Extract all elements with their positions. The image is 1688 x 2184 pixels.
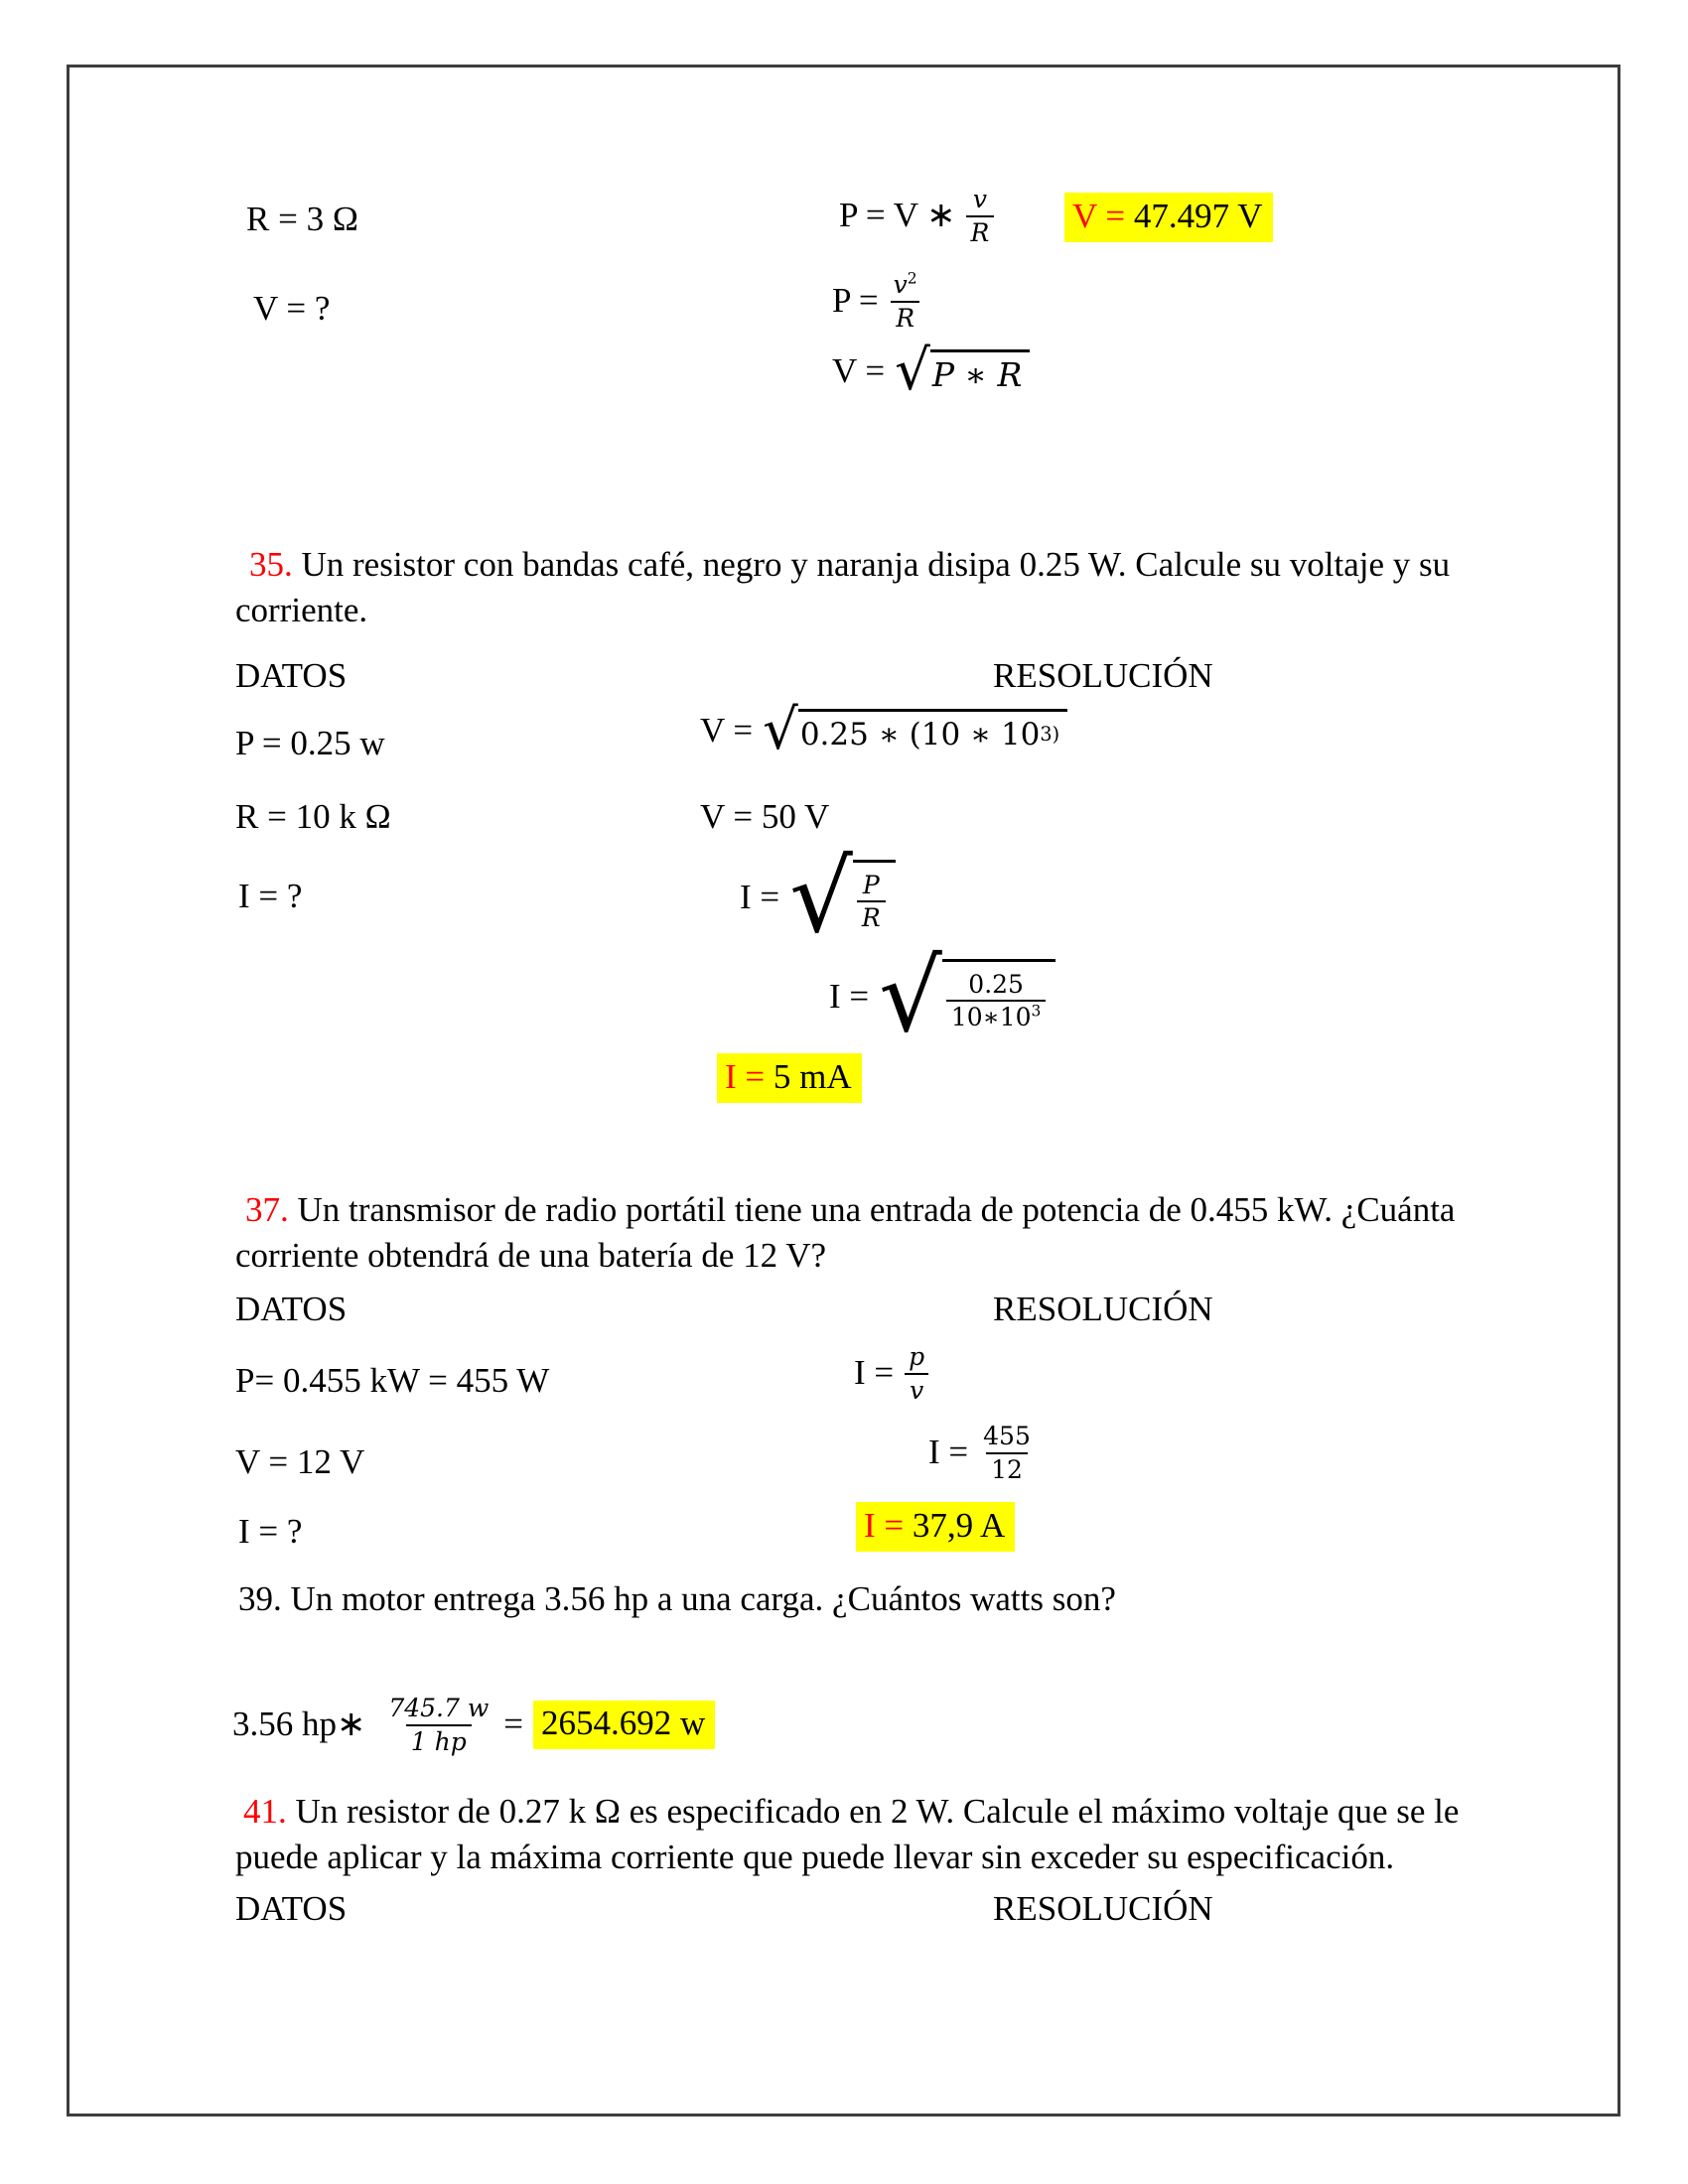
radicand-text: 0.25 ∗ (10 ∗ 10 (799, 717, 1041, 753)
answer-variable: I = (864, 1506, 905, 1545)
fraction-numerator: 0.25 (968, 969, 1024, 999)
square-root (895, 339, 1030, 403)
problem-39-statement (238, 1578, 1116, 1619)
fraction-numerator: 745.7 w (388, 1694, 490, 1722)
p35-answer-highlight (717, 1056, 862, 1097)
fraction-denominator (946, 1000, 1047, 1032)
p37-resolucion-label: RESOLUCIÓN (993, 1290, 1213, 1328)
fraction (978, 1422, 1036, 1484)
radical-sign: √ (789, 839, 853, 955)
fraction (857, 871, 886, 933)
p35-formula-i-sqrt-p-over-r (740, 839, 896, 955)
denominator-text: 10∗10 (950, 1003, 1032, 1031)
fraction-denominator: 12 (986, 1452, 1028, 1485)
formula-lhs: 3.56 hp∗ (232, 1705, 366, 1744)
variable: v (893, 270, 908, 299)
p41-resolucion-label: RESOLUCIÓN (993, 1889, 1213, 1928)
p37-formula-i-p-over-v (854, 1342, 929, 1405)
radicand: P ∗ R (930, 349, 1030, 394)
p35-dato-r: R = 10 k Ω (235, 797, 391, 836)
problem-37-statement (235, 1187, 1455, 1279)
fraction (383, 1694, 493, 1756)
fraction-denominator: v (905, 1373, 928, 1406)
formula-lhs: I = (854, 1353, 895, 1393)
p35-formula-i-sqrt-values (829, 938, 1055, 1054)
fraction-numerator (889, 270, 922, 301)
p35-resolucion-label: RESOLUCIÓN (993, 656, 1213, 695)
p37-dato-v: V = 12 V (235, 1442, 365, 1481)
statement-text: Un motor entrega 3.56 hp a una carga. ¿Cuántos watts son? (281, 1579, 1116, 1618)
radicand: 0.25 ∗ (10 ∗ 10 3) (798, 709, 1067, 753)
p37-answer-highlight (856, 1505, 1015, 1546)
radical-sign: √ (895, 339, 930, 403)
top-dato-v: V = ? (253, 289, 331, 328)
square-root (789, 839, 896, 955)
fraction-denominator: R (966, 215, 995, 248)
answer-value: 47.497 V (1125, 197, 1263, 235)
statement-text: Un resistor con bandas café, negro y naranja disipa 0.25 W. Calcule su voltaje y su (292, 545, 1451, 584)
p41-datos-label: DATOS (235, 1889, 348, 1928)
highlight (856, 1502, 1015, 1552)
radical-sign: √ (879, 938, 942, 1054)
square-root (879, 938, 1055, 1054)
statement-text: Un resistor de 0.27 k Ω es especificado en 2 W. Calcule el máximo voltaje que se le (286, 1792, 1460, 1831)
problem-number: 41. (243, 1792, 287, 1831)
fraction-denominator: 1 hp (406, 1724, 472, 1757)
p35-dato-p: P = 0.25 w (235, 724, 385, 762)
fraction (946, 970, 1047, 1032)
problem-41-statement (235, 1789, 1459, 1880)
fraction-numerator: v (972, 185, 987, 213)
p35-dato-i: I = ? (238, 877, 303, 915)
radicand (942, 959, 1056, 1034)
statement-line-1 (235, 1789, 1459, 1835)
formula-lhs: I = (829, 976, 870, 1016)
statement-line-2: puede aplicar y la máxima corriente que puede llevar sin exceder su especificación. (235, 1838, 1395, 1876)
problem-number: 35. (249, 545, 293, 584)
formula-lhs: V = (700, 711, 754, 751)
formula-v-equals-sqrt-p-times-r (832, 339, 1030, 403)
highlight (717, 1053, 862, 1103)
fraction-numerator: 455 (983, 1422, 1031, 1450)
p35-result-v: V = 50 V (700, 797, 830, 836)
fraction-denominator: R (891, 301, 919, 334)
p39-conversion-formula (232, 1694, 715, 1756)
radicand (853, 860, 896, 935)
answer-variable: I = (725, 1057, 766, 1096)
p37-formula-i-455-over-12 (928, 1422, 1036, 1484)
p37-dato-p: P= 0.455 kW = 455 W (235, 1361, 550, 1400)
p35-formula-v-sqrt (700, 698, 1067, 762)
statement-line-2: corriente obtendrá de una batería de 12 V? (235, 1236, 827, 1275)
p39-answer-highlight: 2654.692 w (533, 1701, 715, 1750)
formula-lhs: I = (740, 877, 780, 916)
formula-lhs: V = (832, 351, 886, 391)
fraction (889, 270, 922, 333)
statement-text: Un transmisor de radio portátil tiene una entrada de potencia de 0.455 kW. ¿Cuánta (288, 1190, 1456, 1229)
formula-lhs: P = (832, 281, 879, 321)
radical-sign: √ (763, 698, 798, 762)
fraction-numerator: P (862, 870, 880, 899)
formula-lhs: I = (928, 1433, 969, 1472)
answer-voltage-highlight (1064, 196, 1273, 236)
formula-lhs: P = V ∗ (839, 196, 956, 235)
fraction (966, 185, 995, 247)
equals-sign: = (503, 1705, 523, 1744)
answer-variable: V = (1072, 197, 1126, 235)
exponent: 3 (1031, 1002, 1042, 1021)
statement-line-1 (235, 542, 1450, 588)
statement-line-2: corriente. (235, 591, 368, 629)
top-dato-r: R = 3 Ω (246, 200, 358, 238)
square-root (763, 698, 1067, 762)
answer-value: 5 mA (765, 1057, 852, 1096)
exponent: 2 (907, 269, 917, 288)
fraction-numerator: p (909, 1342, 925, 1371)
p35-datos-label: DATOS (235, 656, 348, 695)
p37-datos-label: DATOS (235, 1290, 348, 1328)
fraction (904, 1342, 929, 1405)
problem-number: 39. (238, 1579, 282, 1618)
fraction-denominator: R (857, 900, 886, 933)
answer-value: 37,9 A (904, 1506, 1006, 1545)
problem-35-statement (235, 542, 1450, 633)
problem-number: 37. (245, 1190, 289, 1229)
highlight (1064, 193, 1273, 242)
statement-line-1 (235, 1187, 1455, 1233)
formula-p-equals-v-times-v-over-r (839, 185, 994, 247)
p37-dato-i: I = ? (238, 1512, 303, 1551)
formula-p-equals-v-squared-over-r (832, 270, 922, 333)
